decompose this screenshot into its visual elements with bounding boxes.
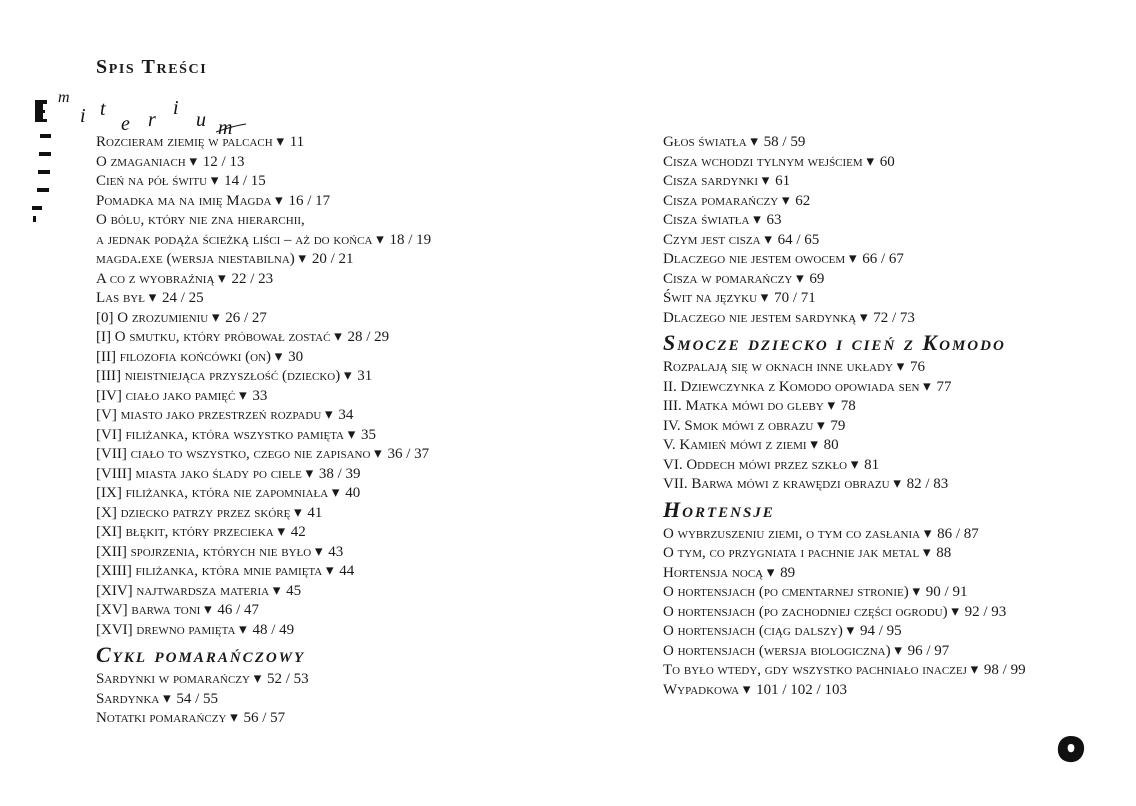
entry-page-number: 64 / 65 xyxy=(777,231,820,248)
entry-page-number: 81 xyxy=(864,456,880,473)
svg-text:u: u xyxy=(196,109,206,131)
triangle-separator-icon: ▾ xyxy=(817,417,825,434)
triangle-separator-icon: ▾ xyxy=(750,134,758,150)
entry-title: Cisza wchodzi tylnym wejściem xyxy=(663,153,863,170)
triangle-separator-icon: ▾ xyxy=(912,584,921,600)
entry-page-number: 92 / 93 xyxy=(964,603,1007,620)
toc-entry[interactable] xyxy=(663,583,1103,603)
toc-entry[interactable] xyxy=(663,681,1103,701)
toc-entry[interactable] xyxy=(96,328,616,348)
toc-entry[interactable] xyxy=(663,172,1103,192)
toc-entry[interactable] xyxy=(96,231,616,251)
entry-page-number: 34 xyxy=(338,407,354,423)
entry-page-number: 36 / 37 xyxy=(387,446,430,462)
triangle-separator-icon: ▾ xyxy=(272,582,281,599)
entry-page-number: 46 / 47 xyxy=(217,602,260,618)
triangle-separator-icon: ▾ xyxy=(827,398,836,414)
toc-entry[interactable] xyxy=(96,670,616,690)
toc-entry[interactable] xyxy=(96,133,616,153)
entry-title: [0] O zrozumieniu xyxy=(96,309,209,326)
entry-title: a jednak podąża ścieżką liści – aż do końca xyxy=(96,231,373,248)
toc-entry[interactable] xyxy=(663,309,1103,329)
entry-page-number: 48 / 49 xyxy=(252,621,295,638)
entry-title: [XIII] filiżanka, która mnie pamięta xyxy=(96,563,323,579)
entry-page-number: 33 xyxy=(252,387,268,404)
triangle-separator-icon: ▾ xyxy=(163,690,171,707)
triangle-separator-icon: ▾ xyxy=(210,173,219,189)
triangle-separator-icon: ▾ xyxy=(253,671,262,687)
entry-page-number: 63 xyxy=(766,212,782,228)
entry-page-number: 101 / 102 / 103 xyxy=(756,681,847,698)
toc-entry[interactable] xyxy=(663,603,1103,623)
entry-page-number: 98 / 99 xyxy=(983,662,1026,678)
entry-title: Świt na języku xyxy=(663,290,758,306)
entry-page-number: 40 xyxy=(345,485,361,501)
entry-title: To było wtedy, gdy wszystko pachniało inaczej xyxy=(663,662,967,678)
toc-entry[interactable] xyxy=(96,484,616,504)
toc-entry[interactable] xyxy=(663,397,1103,417)
entry-page-number: 26 / 27 xyxy=(225,309,267,326)
entry-title: [IV] ciało jako pamięć xyxy=(96,387,236,404)
triangle-separator-icon: ▾ xyxy=(896,359,905,375)
entry-title: Cisza światła xyxy=(663,212,750,228)
triangle-separator-icon: ▾ xyxy=(374,446,382,462)
entry-page-number: 72 / 73 xyxy=(873,309,915,326)
entry-page-number: 82 / 83 xyxy=(906,476,949,492)
toc-entry[interactable] xyxy=(96,348,616,368)
triangle-separator-icon: ▾ xyxy=(211,309,220,326)
toc-entry[interactable] xyxy=(663,231,1103,251)
triangle-separator-icon: ▾ xyxy=(298,251,307,267)
entry-title: Dlaczego nie jestem owocem xyxy=(663,251,846,267)
entry-page-number: 70 / 71 xyxy=(774,290,816,306)
toc-entry[interactable] xyxy=(663,417,1103,437)
entry-title: Cień na pół świtu xyxy=(96,173,208,189)
toc-entry[interactable] xyxy=(663,436,1103,456)
toc-entry[interactable] xyxy=(663,250,1103,270)
entry-title: [I] O smutku, który próbował zostać xyxy=(96,329,331,345)
triangle-separator-icon: ▾ xyxy=(753,212,761,228)
entry-page-number: 60 xyxy=(879,153,895,170)
triangle-separator-icon: ▾ xyxy=(325,407,333,423)
toc-entry[interactable] xyxy=(96,445,616,465)
toc-entry[interactable] xyxy=(663,642,1103,662)
triangle-separator-icon: ▾ xyxy=(846,623,855,639)
entry-title: Cisza pomarańczy xyxy=(663,192,779,209)
toc-entry[interactable] xyxy=(96,211,616,231)
entry-page-number: 69 xyxy=(809,270,825,287)
triangle-separator-icon: ▾ xyxy=(742,681,751,698)
svg-text:r: r xyxy=(148,109,156,131)
entry-page-number: 78 xyxy=(840,398,856,414)
toc-entry[interactable] xyxy=(663,211,1103,231)
toc-entry[interactable] xyxy=(96,192,616,212)
entry-title: VI. Oddech mówi przez szkło xyxy=(663,456,848,473)
entry-title: [XI] błękit, który przecieka xyxy=(96,524,274,540)
triangle-separator-icon: ▾ xyxy=(761,173,770,189)
entry-title: [V] miasto jako przestrzeń rozpadu xyxy=(96,407,322,423)
entry-page-number: 86 / 87 xyxy=(937,525,979,542)
toc-entry[interactable] xyxy=(663,153,1103,173)
entry-title: V. Kamień mówi z ziemi xyxy=(663,437,807,453)
triangle-separator-icon: ▾ xyxy=(848,251,857,267)
entry-page-number: 90 / 91 xyxy=(925,584,968,600)
entry-page-number: 89 xyxy=(780,564,796,581)
triangle-separator-icon: ▾ xyxy=(189,153,198,170)
toc-entry[interactable] xyxy=(96,289,616,309)
toc-entry[interactable] xyxy=(96,406,616,426)
toc-entry[interactable] xyxy=(96,387,616,407)
entry-page-number: 28 / 29 xyxy=(347,329,390,345)
toc-entry[interactable] xyxy=(96,504,616,524)
section-heading: Cykl pomarańczowy xyxy=(96,642,306,667)
entry-title: O hortensjach (wersja biologiczna) xyxy=(663,642,891,659)
toc-entry[interactable] xyxy=(96,426,616,446)
svg-text:i: i xyxy=(173,97,179,119)
toc-entry[interactable] xyxy=(96,250,616,270)
triangle-separator-icon: ▾ xyxy=(764,231,772,248)
entry-page-number: 41 xyxy=(307,504,323,521)
triangle-separator-icon: ▾ xyxy=(204,602,212,618)
entry-title: [III] nieistniejąca przyszłość (dziecko) xyxy=(96,368,341,384)
toc-entry[interactable] xyxy=(663,289,1103,309)
triangle-separator-icon: ▾ xyxy=(148,290,157,306)
toc-entry[interactable] xyxy=(96,153,616,173)
toc-entry[interactable] xyxy=(96,270,616,290)
entry-title: [IX] filiżanka, która nie zapomniała xyxy=(96,485,329,501)
triangle-separator-icon: ▾ xyxy=(276,134,284,150)
triangle-separator-icon: ▾ xyxy=(277,524,285,540)
triangle-separator-icon: ▾ xyxy=(760,290,769,306)
entry-title: [II] filozofia końcówki (on) xyxy=(96,348,272,365)
toc-entry[interactable] xyxy=(663,133,1103,153)
entry-title: O hortensjach (ciąg dalszy) xyxy=(663,623,843,639)
entry-title: O tym, co przygniata i pachnie jak metal xyxy=(663,545,920,561)
entry-page-number: 54 / 55 xyxy=(176,690,219,707)
entry-title: III. Matka mówi do gleby xyxy=(663,398,824,414)
entry-title: Rozpalają się w oknach inne układy xyxy=(663,359,894,375)
triangle-separator-icon: ▾ xyxy=(230,710,238,726)
entry-page-number: 61 xyxy=(775,173,791,189)
ink-blot-mark xyxy=(1056,734,1086,764)
entry-page-number: 76 xyxy=(910,359,926,375)
toc-entry[interactable] xyxy=(663,358,1103,378)
entry-title: [XII] spojrzenia, których nie było xyxy=(96,543,312,560)
entry-page-number: 43 xyxy=(328,543,344,560)
entry-title: [VI] filiżanka, która wszystko pamięta xyxy=(96,426,344,443)
entry-title: Sardynki w pomarańczy xyxy=(96,671,250,687)
toc-entry[interactable] xyxy=(96,601,616,621)
toc-entry[interactable] xyxy=(663,564,1103,584)
entry-page-number: 96 / 97 xyxy=(907,642,950,659)
triangle-separator-icon: ▾ xyxy=(810,437,818,453)
entry-page-number: 35 xyxy=(361,426,377,443)
triangle-separator-icon: ▾ xyxy=(305,465,314,482)
toc-entry[interactable] xyxy=(96,543,616,563)
entry-page-number: 66 / 67 xyxy=(862,251,904,267)
entry-title: Cisza w pomarańczy xyxy=(663,270,793,287)
entry-title: Rozcieram ziemię w palcach xyxy=(96,134,273,150)
entry-title: O zmaganiach xyxy=(96,153,186,170)
toc-entry[interactable] xyxy=(96,172,616,192)
toc-entry[interactable] xyxy=(96,309,616,329)
toc-entry[interactable] xyxy=(663,622,1103,642)
triangle-separator-icon: ▾ xyxy=(331,485,340,501)
toc-entry[interactable] xyxy=(96,690,616,710)
entry-title: [XVI] drewno pamięta xyxy=(96,621,236,638)
entry-title: magda.exe (wersja niestabilna) xyxy=(96,251,295,267)
page-title: Spis Treści xyxy=(96,56,208,78)
entry-page-number: 11 xyxy=(289,134,305,150)
entry-page-number: 52 / 53 xyxy=(267,671,309,687)
entry-title: Głos światła xyxy=(663,134,747,150)
entry-page-number: 22 / 23 xyxy=(231,270,274,287)
entry-page-number: 42 xyxy=(290,524,306,540)
entry-page-number: 31 xyxy=(357,368,373,384)
entry-page-number: 20 / 21 xyxy=(311,251,354,267)
entry-title: Sardynka xyxy=(96,690,160,707)
entry-page-number: 30 xyxy=(288,348,304,365)
triangle-separator-icon: ▾ xyxy=(347,426,356,443)
toc-entry[interactable] xyxy=(663,270,1103,290)
entry-page-number: 18 / 19 xyxy=(389,231,432,248)
entry-title: Notatki pomarańczy xyxy=(96,710,227,726)
entry-title: IV. Smok mówi z obrazu xyxy=(663,417,814,434)
entry-title: [VIII] miasta jako ślady po ciele xyxy=(96,465,302,482)
entry-title: [VII] ciało to wszystko, czego nie zapisano xyxy=(96,446,371,462)
entry-title: Czym jest cisza xyxy=(663,231,761,248)
svg-text:m: m xyxy=(58,89,70,106)
triangle-separator-icon: ▾ xyxy=(781,192,790,209)
entry-page-number: 94 / 95 xyxy=(859,623,902,639)
entry-title: Dlaczego nie jestem sardynką xyxy=(663,309,857,326)
entry-title: O hortensjach (po cmentarnej stronie) xyxy=(663,584,909,600)
toc-entry[interactable] xyxy=(96,367,616,387)
toc-entry[interactable] xyxy=(96,562,616,582)
triangle-separator-icon: ▾ xyxy=(275,192,283,209)
toc-entry[interactable] xyxy=(663,456,1103,476)
triangle-separator-icon: ▾ xyxy=(314,543,323,560)
entry-title: [X] dziecko patrzy przez skórę xyxy=(96,504,291,521)
entry-title: [XIV] najtwardsza materia xyxy=(96,582,270,599)
entry-title: II. Dziewczynka z Komodo opowiada sen xyxy=(663,378,920,395)
triangle-separator-icon: ▾ xyxy=(376,231,384,248)
entry-page-number: 24 / 25 xyxy=(162,290,204,306)
triangle-separator-icon: ▾ xyxy=(325,563,334,579)
triangle-separator-icon: ▾ xyxy=(866,153,874,170)
triangle-separator-icon: ▾ xyxy=(343,368,352,384)
entry-page-number: 12 / 13 xyxy=(202,153,245,170)
triangle-separator-icon: ▾ xyxy=(894,642,902,659)
entry-title: O bólu, który nie zna hierarchii, xyxy=(96,212,305,228)
toc-column-left xyxy=(96,133,616,729)
entry-page-number: 88 xyxy=(936,545,952,561)
triangle-separator-icon: ▾ xyxy=(922,545,931,561)
entry-page-number: 58 / 59 xyxy=(763,134,806,150)
svg-text:e: e xyxy=(121,113,130,135)
triangle-separator-icon: ▾ xyxy=(766,564,775,581)
entry-page-number: 80 xyxy=(823,437,839,453)
entry-title: Wypadkowa xyxy=(663,681,740,698)
section-heading: Hortensje xyxy=(663,496,775,522)
toc-entry[interactable] xyxy=(663,475,1103,495)
entry-page-number: 77 xyxy=(936,378,952,395)
entry-page-number: 45 xyxy=(286,582,302,599)
entry-page-number: 38 / 39 xyxy=(318,465,361,482)
toc-entry[interactable] xyxy=(663,192,1103,212)
toc-entry[interactable] xyxy=(96,621,616,641)
triangle-separator-icon: ▾ xyxy=(893,476,901,492)
svg-text:m: m xyxy=(218,117,233,139)
entry-title: O hortensjach (po zachodniej części ogrodu) xyxy=(663,603,948,620)
toc-entry[interactable] xyxy=(96,709,616,729)
triangle-separator-icon: ▾ xyxy=(970,662,979,678)
toc-entry[interactable] xyxy=(663,544,1103,564)
toc-entry[interactable] xyxy=(96,523,616,543)
entry-page-number: 44 xyxy=(339,563,355,579)
entry-title: A co z wyobraźnią xyxy=(96,270,215,287)
toc-entry[interactable] xyxy=(96,465,616,485)
triangle-separator-icon: ▾ xyxy=(218,270,226,287)
entry-title: Cisza sardynki xyxy=(663,173,759,189)
triangle-separator-icon: ▾ xyxy=(239,621,247,638)
entry-title: Hortensja nocą xyxy=(663,564,764,581)
toc-column-right xyxy=(663,133,1103,700)
entry-page-number: 79 xyxy=(830,417,846,434)
triangle-separator-icon: ▾ xyxy=(334,329,342,345)
triangle-separator-icon: ▾ xyxy=(274,348,283,365)
entry-title: Pomadka ma na imię Magda xyxy=(96,192,272,209)
entry-title: Las był xyxy=(96,290,145,306)
entry-page-number: 56 / 57 xyxy=(243,710,286,726)
triangle-separator-icon: ▾ xyxy=(923,525,932,542)
entry-page-number: 14 / 15 xyxy=(224,173,266,189)
entry-page-number: 62 xyxy=(795,192,811,209)
entry-title: [XV] barwa toni xyxy=(96,602,201,618)
toc-entry[interactable] xyxy=(663,661,1103,681)
toc-entry[interactable] xyxy=(663,525,1103,545)
triangle-separator-icon: ▾ xyxy=(951,603,959,620)
toc-entry[interactable] xyxy=(663,378,1103,398)
triangle-separator-icon: ▾ xyxy=(923,378,931,395)
entry-title: VII. Barwa mówi z krawędzi obrazu xyxy=(663,476,890,492)
entry-title: O wybrzuszeniu ziemi, o tym co zasłania xyxy=(663,525,921,542)
triangle-separator-icon: ▾ xyxy=(796,270,804,287)
entry-page-number: 16 / 17 xyxy=(288,192,331,209)
svg-text:i: i xyxy=(80,105,86,127)
triangle-separator-icon: ▾ xyxy=(239,387,247,404)
toc-entry[interactable] xyxy=(96,582,616,602)
section-heading: Smocze dziecko i cień z Komodo xyxy=(663,330,1006,355)
svg-text:t: t xyxy=(100,98,106,120)
triangle-separator-icon: ▾ xyxy=(859,309,868,326)
triangle-separator-icon: ▾ xyxy=(294,504,302,521)
triangle-separator-icon: ▾ xyxy=(850,456,859,473)
